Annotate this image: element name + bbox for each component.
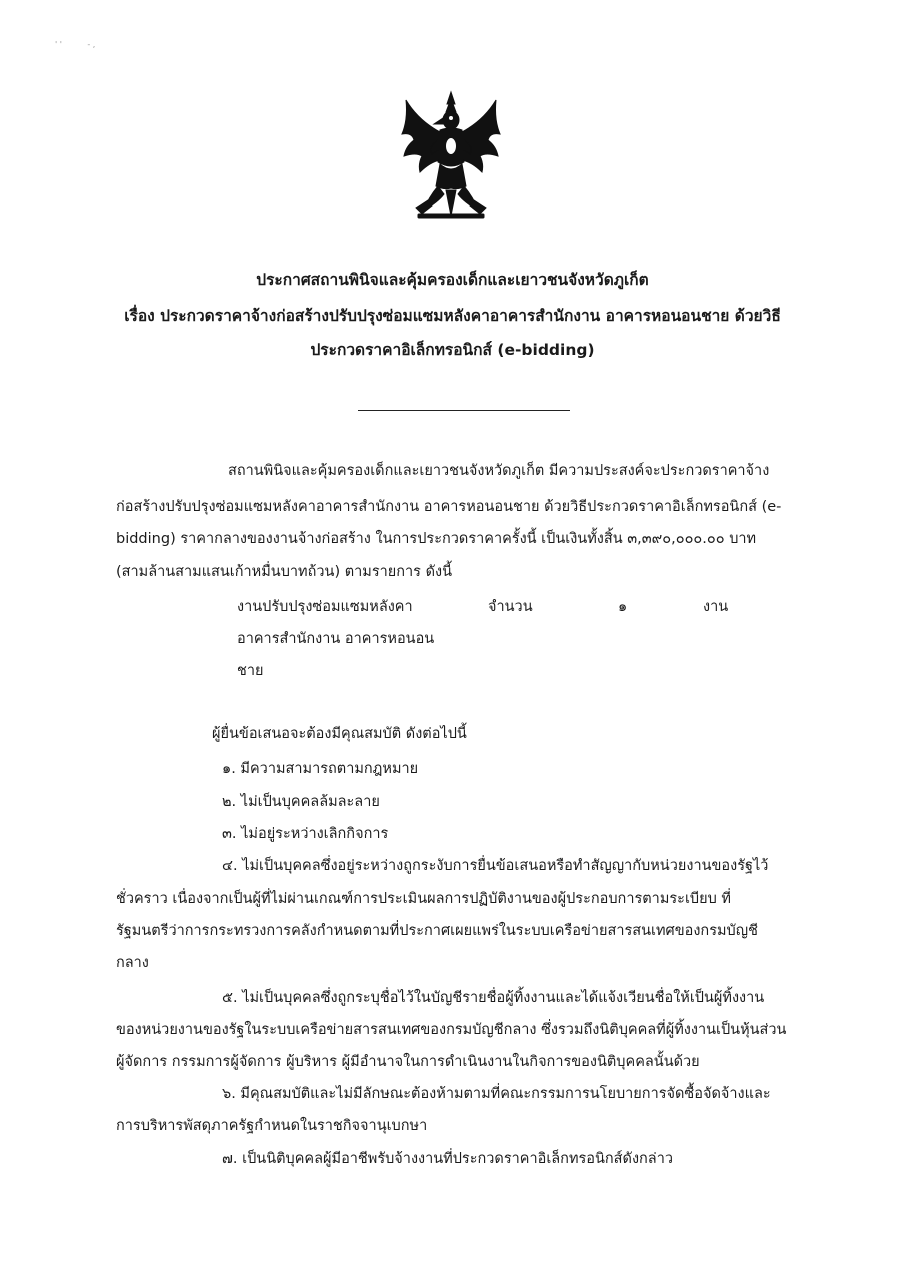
qualification-4-line-3: รัฐมนตรีว่าการกระทรวงการคลังกำหนดตามที่ประกาศเผยแพร่ในระบบเครือข่ายสารสนเทศของกรมบัญชี [116, 923, 758, 939]
qualification-6-line-2: การบริหารพัสดุภาครัฐกำหนดในราชกิจจานุเบกษา [116, 1118, 428, 1134]
qualification-5-line-2: ของหน่วยงานของรัฐในระบบเครือข่ายสารสนเทศของกรมบัญชีกลาง ซึ่งรวมถึงนิติบุคคลที่ผู้ทิ้งงานเป็นหุ้นส่วน [116, 1022, 787, 1038]
qualification-5-line-1: ๕. ไม่เป็นบุคคลซึ่งถูกระบุชื่อไว้ในบัญชีรายชื่อผู้ทิ้งงานและได้แจ้งเวียนชื่อให้เป็นผู้ทิ้งงาน [222, 990, 765, 1006]
item-qty-label: จำนวน [488, 599, 533, 615]
qualification-4-line-2: ชั่วคราว เนื่องจากเป็นผู้ที่ไม่ผ่านเกณฑ์การประเมินผลการปฏิบัติงานของผู้ประกอบการตามระเบียบ ที่ [116, 891, 731, 907]
item-unit: งาน [703, 599, 729, 615]
qualifications-heading: ผู้ยื่นข้อเสนอจะต้องมีคุณสมบัติ ดังต่อไปนี้ [212, 726, 467, 742]
qualification-4-line-4: กลาง [116, 955, 149, 971]
item-name-line-1: งานปรับปรุงซ่อมแซมหลังคา [237, 599, 413, 615]
intro-line-2: ก่อสร้างปรับปรุงซ่อมแซมหลังคาอาคารสำนักงาน อาคารหอนอนชาย ด้วยวิธีประกวดราคาอิเล็กทรอนิกส์ (e- [116, 499, 782, 515]
item-name-line-3: ชาย [237, 663, 264, 679]
qualification-6-line-1: ๖. มีคุณสมบัติและไม่มีลักษณะต้องห้ามตามที่คณะกรรมการนโยบายการจัดซื้อจัดจ้างและ [222, 1086, 771, 1102]
item-name-line-2: อาคารสำนักงาน อาคารหอนอน [237, 631, 435, 647]
title-divider [358, 410, 570, 411]
intro-line-3: bidding) ราคากลางของงานจ้างก่อสร้าง ในการประกวดราคาครั้งนี้ เป็นเงินทั้งสิ้น ๓,๓๙๐,๐๐๐.๐๐ บาท [116, 531, 757, 547]
qualification-1: ๑. มีความสามารถตามกฎหมาย [222, 761, 419, 777]
qualification-7: ๗. เป็นนิติบุคคลผู้มีอาชีพรับจ้างงานที่ประกวดราคาอิเล็กทรอนิกส์ดังกล่าว [222, 1151, 673, 1167]
scan-specks: ' ' - , [55, 40, 96, 49]
announcement-title: ประกาศสถานพินิจและคุ้มครองเด็กและเยาวชนจังหวัดภูเก็ต [256, 271, 649, 289]
item-qty: ๑ [618, 599, 628, 615]
qualification-4-line-1: ๔. ไม่เป็นบุคคลซึ่งอยู่ระหว่างถูกระงับการยื่นข้อเสนอหรือทำสัญญากับหน่วยงานของรัฐไว้ [222, 858, 769, 874]
qualification-5-line-3: ผู้จัดการ กรรมการผู้จัดการ ผู้บริหาร ผู้มีอำนาจในการดำเนินงานในกิจการของนิติบุคคลนั้นด้วย [116, 1054, 700, 1070]
qualification-2: ๒. ไม่เป็นบุคคลล้มละลาย [222, 794, 380, 810]
announcement-subject: เรื่อง ประกวดราคาจ้างก่อสร้างปรับปรุงซ่อมแซมหลังคาอาคารสำนักงาน อาคารหอนอนชาย ด้วยวิธี [124, 307, 781, 325]
qualification-3: ๓. ไม่อยู่ระหว่างเลิกกิจการ [222, 826, 389, 842]
intro-line-1: สถานพินิจและคุ้มครองเด็กและเยาวชนจังหวัดภูเก็ต มีความประสงค์จะประกวดราคาจ้าง [228, 463, 770, 479]
announcement-subject-cont: ประกวดราคาอิเล็กทรอนิกส์ (e-bidding) [310, 341, 595, 359]
garuda-emblem-icon [398, 90, 504, 222]
intro-line-4: (สามล้านสามแสนเก้าหมื่นบาทถ้วน) ตามรายการ ดังนี้ [116, 564, 452, 580]
